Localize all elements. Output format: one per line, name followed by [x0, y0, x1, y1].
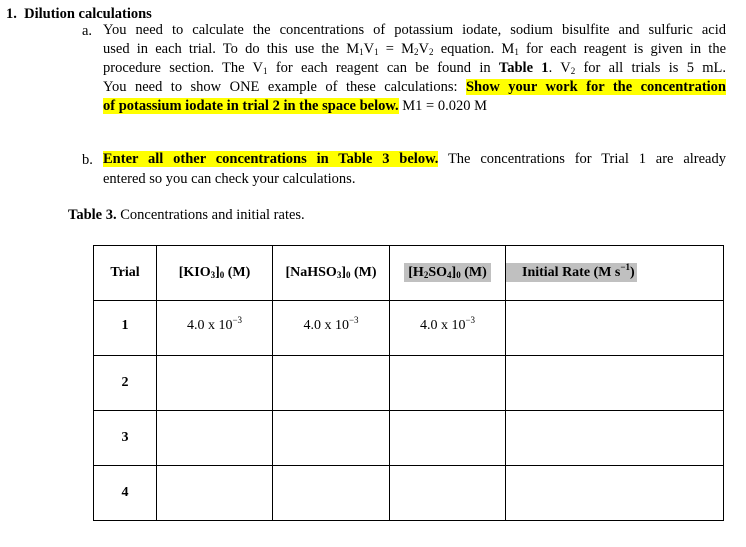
part-a-line: You need to show ONE example of these calculations: Show your work for the concentration — [103, 79, 726, 95]
h2so4-cell[interactable] — [390, 356, 506, 411]
concentrations-table — [93, 245, 724, 521]
part-a-line: of potassium iodate in trial 2 in the space below. M1 = 0.020 M — [103, 98, 487, 114]
part-b-line: entered so you can check your calculations. — [103, 171, 356, 187]
kio3-cell[interactable] — [157, 411, 273, 466]
nahso3-cell[interactable]: 4.0 x $10^{-3}$ — [273, 301, 390, 356]
h2so4-cell[interactable]: 4.0 x $10^{-3}$ — [390, 301, 506, 356]
trial-cell: 2 — [94, 356, 157, 411]
kio3-cell[interactable] — [157, 356, 273, 411]
h2so4-cell[interactable] — [390, 466, 506, 521]
table-row — [94, 301, 724, 356]
h2so4-cell[interactable] — [390, 411, 506, 466]
table-header-row — [94, 246, 724, 301]
trial-cell: 4 — [94, 466, 157, 521]
nahso3-cell[interactable] — [273, 411, 390, 466]
table-row — [94, 356, 724, 411]
table-row — [94, 466, 724, 521]
part-a-line: used in each trial. To do this use the $M_1V_1 = M_2V_2$ equation. $M_1$ for each reagent is given in the — [103, 41, 727, 57]
trial-cell: 1 — [94, 301, 157, 356]
rate-cell[interactable] — [506, 411, 724, 466]
table-row — [94, 411, 724, 466]
kio3-cell[interactable] — [157, 466, 273, 521]
table-caption: Table 3. Concentrations and initial rates. — [68, 207, 305, 223]
header-trial: Trial — [94, 246, 157, 301]
rate-cell[interactable] — [506, 356, 724, 411]
header-initial-rate: Initial Rate (M $s^{-1}$) — [506, 246, 724, 301]
header-nahso3: $[NaHSO_3]_0$ (M) — [273, 246, 390, 301]
part-b-line: Enter all other concentrations in Table 3 below. The concentrations for Trial 1 are already — [103, 151, 726, 167]
nahso3-cell[interactable] — [273, 466, 390, 521]
section-heading: 1. Dilution calculations — [6, 6, 152, 22]
trial-cell: 3 — [94, 411, 157, 466]
nahso3-cell[interactable] — [273, 356, 390, 411]
part-a-line: You need to calculate the concentrations of potassium iodate, sodium bisulfite and sulfuric acid — [103, 22, 726, 38]
part-a-line: procedure section. The $V_1$ for each reagent can be found in Table 1. $V_2$ for all trials is 5 mL. — [103, 60, 726, 76]
header-kio3: $[KIO_3]_0$ (M) — [157, 246, 273, 301]
part-b-marker: b. — [82, 152, 93, 168]
kio3-cell[interactable]: 4.0 x $10^{-3}$ — [157, 301, 273, 356]
rate-cell[interactable] — [506, 466, 724, 521]
part-a-marker: a. — [82, 23, 93, 39]
header-h2so4: $[H_2SO_4]_0$ (M) — [390, 246, 506, 301]
rate-cell[interactable] — [506, 301, 724, 356]
